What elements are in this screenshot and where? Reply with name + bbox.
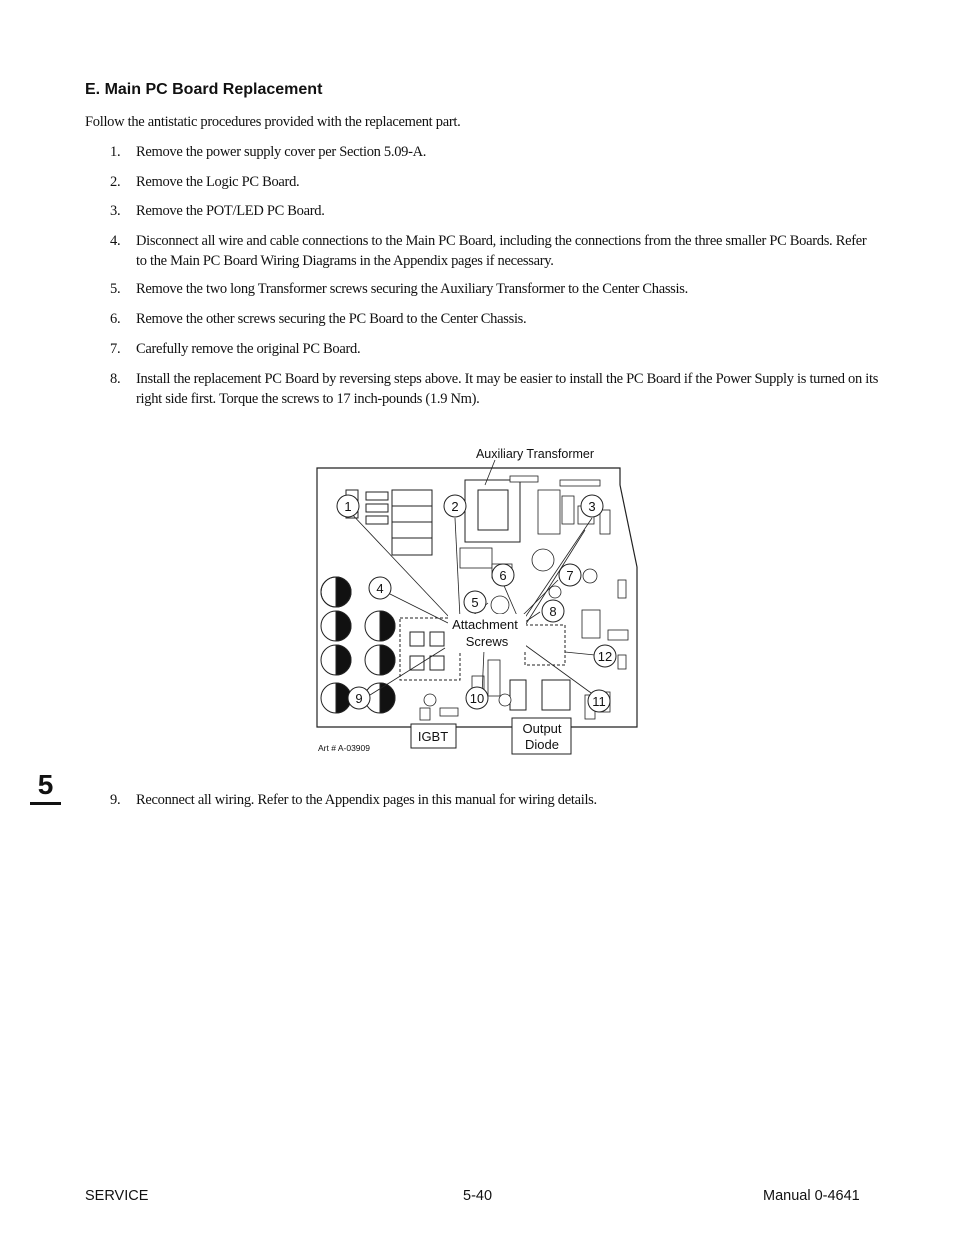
attachment-label-line2: Screws	[465, 634, 509, 649]
callout-8-label: 8	[549, 604, 557, 619]
step-6: 6. Remove the other screws securing the PC Board to the Center Chassis.	[110, 311, 527, 327]
step-4: 4. Disconnect all wire and cable connections to the Main PC Board, including the connections from the three smaller PC Boards. Refer to the Main PC Board Wiring Diagrams in the Appendix pages if necessary.	[110, 233, 867, 269]
callout-9-label: 9	[355, 691, 363, 706]
callout-2-label: 2	[451, 499, 459, 514]
step-1: 1. Remove the power supply cover per Section 5.09-A.	[110, 144, 427, 160]
aux-transformer-label: Auxiliary Transformer	[475, 447, 595, 461]
callout-3-label: 3	[588, 499, 596, 514]
section-tab: 5	[30, 768, 61, 805]
callout-11-label: 11	[592, 694, 606, 709]
step-8: 8. Install the replacement PC Board by reversing steps above. It may be easier to install the PC Board if the Power Supply is turned on its right side first. Torque the screws to 17 inch-pounds (1.9 Nm).	[110, 371, 879, 407]
footer-left: SERVICE	[85, 1188, 149, 1204]
callout-10-label: 10	[469, 691, 485, 706]
footer-right: Manual 0-4641	[763, 1188, 860, 1204]
step-7: 7. Carefully remove the original PC Board.	[110, 341, 361, 357]
callout-1-label: 1	[344, 499, 352, 514]
step-2: 2. Remove the Logic PC Board.	[110, 174, 300, 190]
callout-6-label: 6	[499, 568, 507, 583]
main-pc-board-figure	[300, 440, 660, 760]
callout-12-label: 12	[597, 649, 613, 664]
attachment-label-line1: Attachment	[452, 617, 518, 632]
footer-page-number: 5-40	[463, 1188, 493, 1204]
pc-board-diagram	[300, 440, 660, 760]
igbt-label: IGBT	[417, 729, 449, 744]
step-3: 3. Remove the POT/LED PC Board.	[110, 203, 325, 219]
step-9: 9. Reconnect all wiring. Refer to the Appendix pages in this manual for wiring details.	[110, 792, 597, 808]
output-diode-label-line1: Output	[522, 721, 562, 736]
transformer-block	[465, 480, 520, 542]
callout-5-label: 5	[471, 595, 479, 610]
output-diode-label-line2: Diode	[525, 737, 559, 752]
intro-paragraph: Follow the antistatic procedures provided with the replacement part.	[85, 114, 461, 130]
section-heading: E. Main PC Board Replacement	[85, 81, 323, 98]
callout-7-label: 7	[566, 568, 574, 583]
art-number: Art # A-03909	[318, 743, 370, 753]
callout-4-label: 4	[376, 581, 384, 596]
step-5: 5. Remove the two long Transformer screws securing the Auxiliary Transformer to the Center Chassis.	[110, 281, 688, 297]
